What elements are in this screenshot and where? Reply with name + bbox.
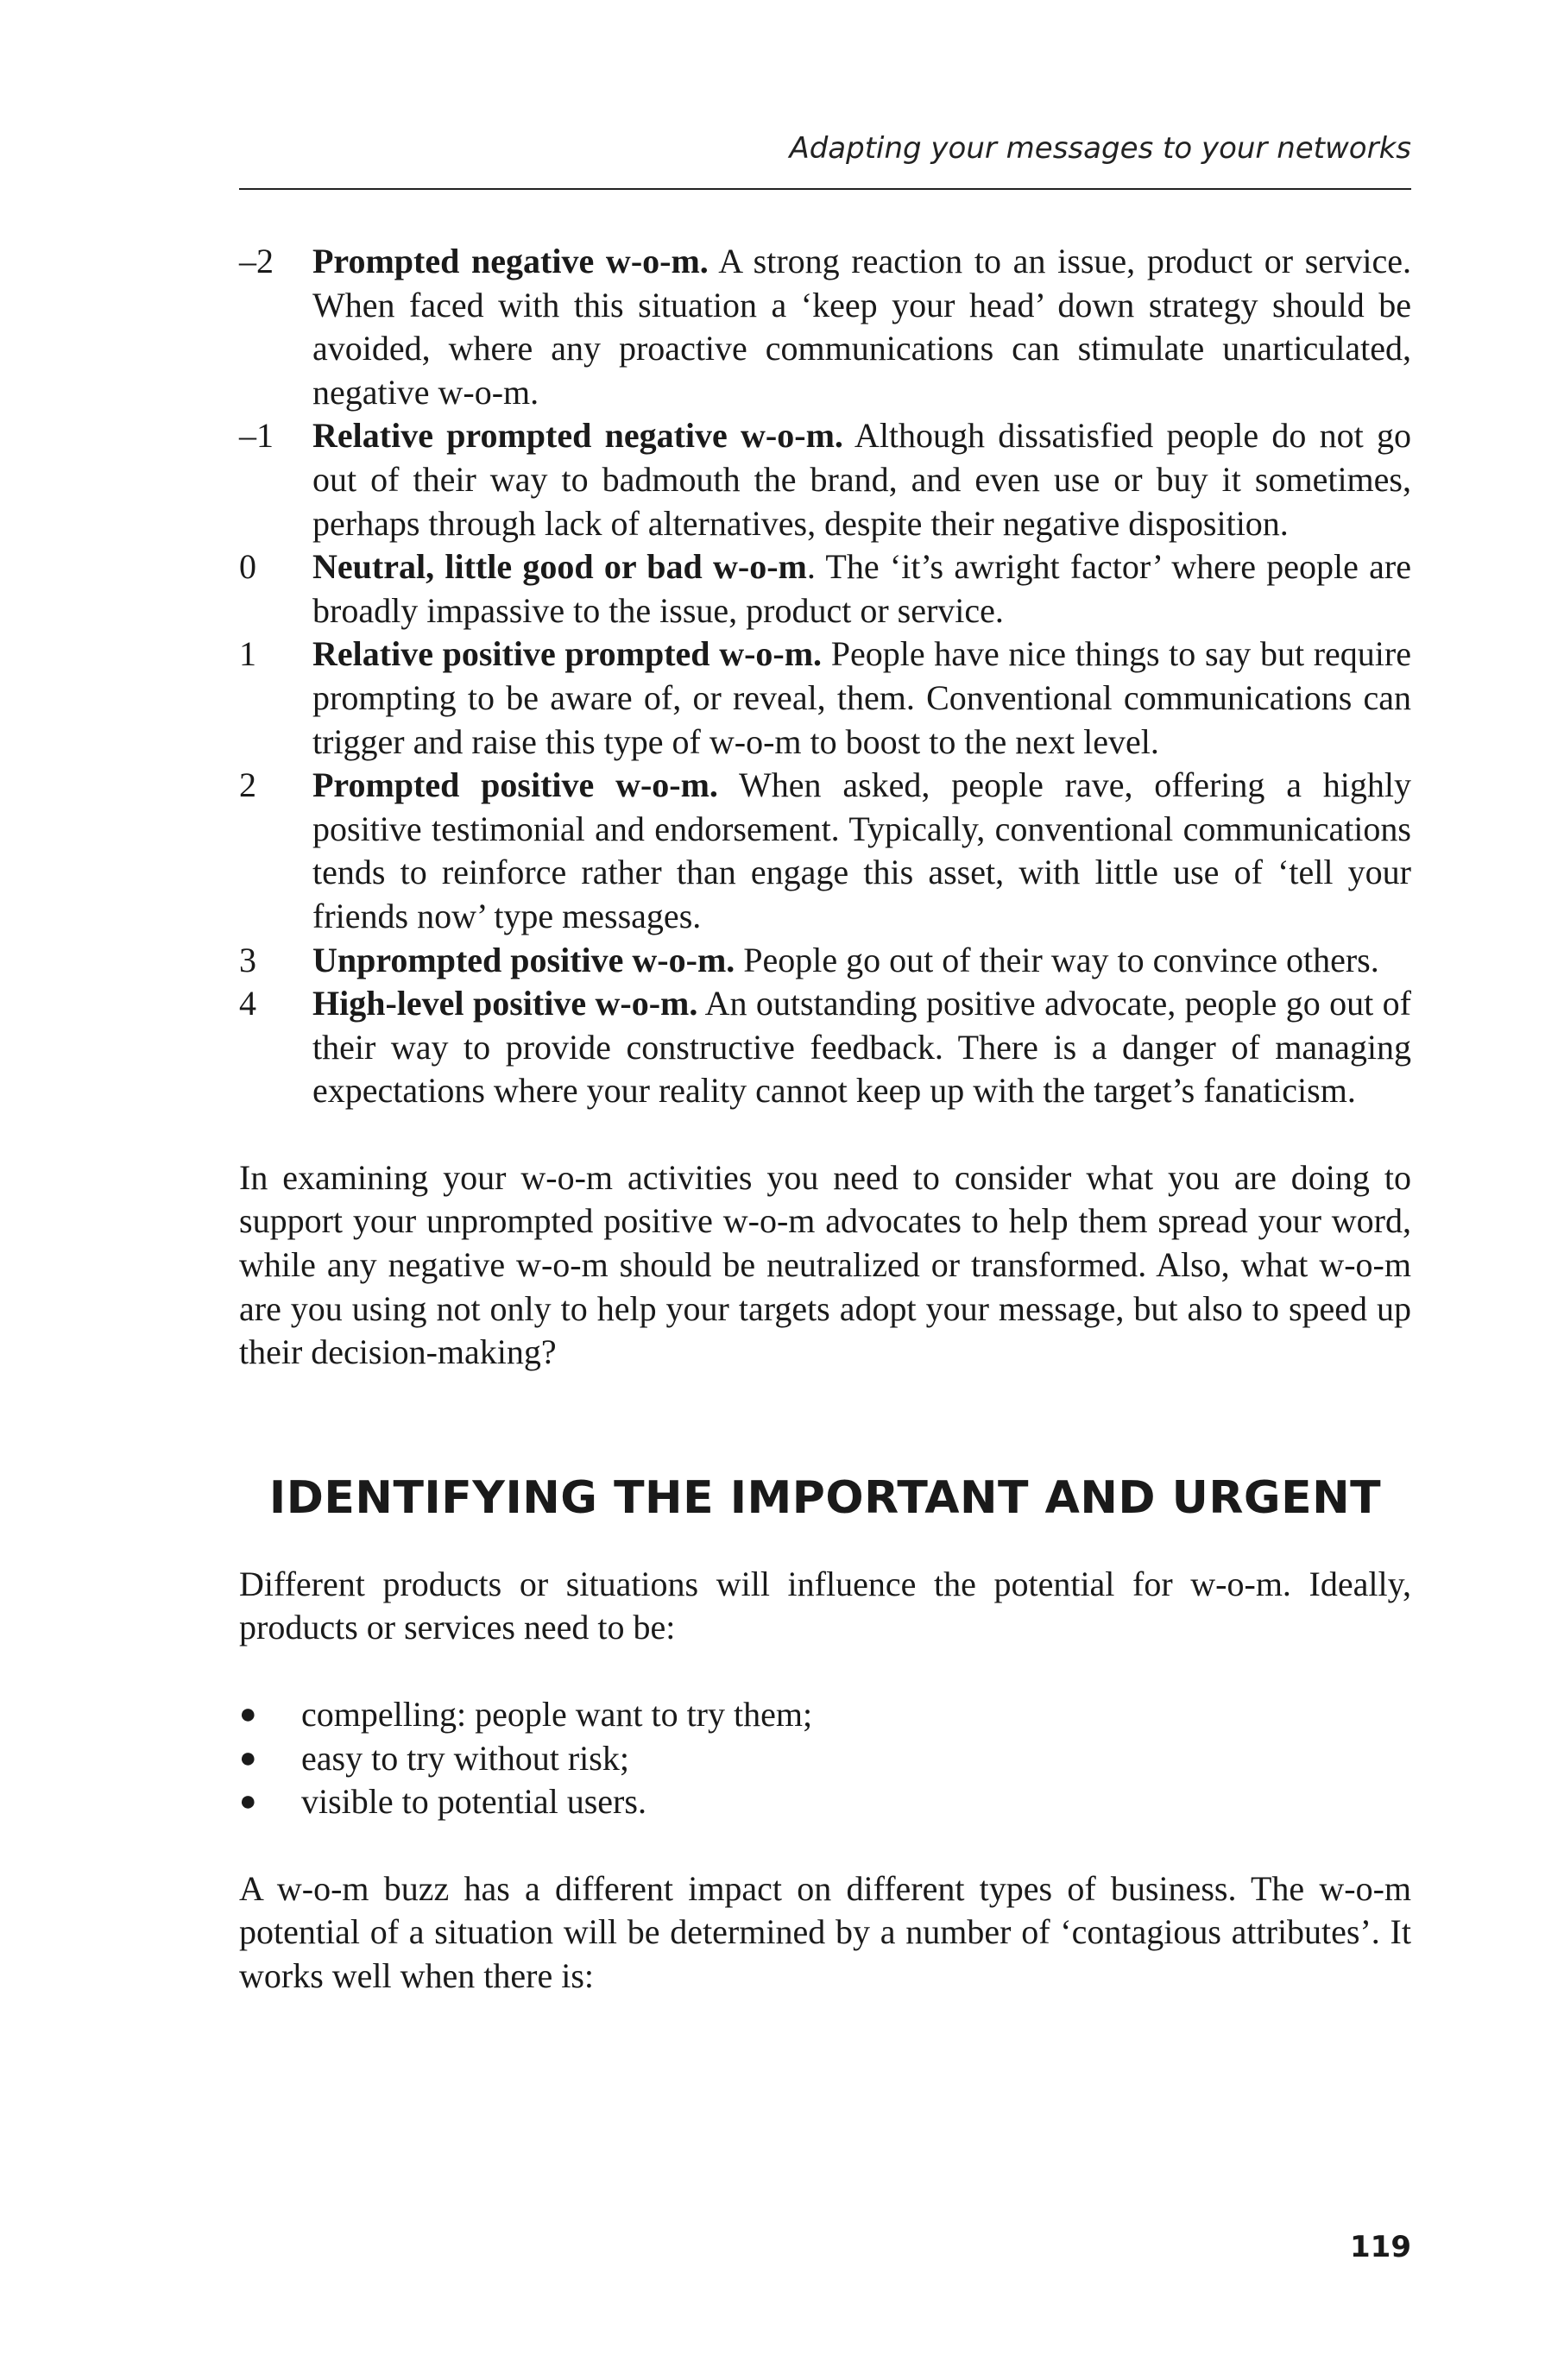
wom-scale-list [239,240,1411,1113]
scale-term: Relative prompted negative w-o-m. [312,416,843,456]
bullet-item [239,1693,1411,1737]
scale-number: 4 [239,984,256,1023]
scale-term: Unprompted positive w-o-m. [312,940,735,979]
examining-paragraph: In examining your w-o-m activities you need to consider what you are doing to support your unprompted positive w-o-m advocates to help them spread your word, while any negative w-o-m should be neutralized or transformed. Also, what w-o-m are you using not only to help your targets adopt your message, but also to speed up their decision-making? [239,1157,1411,1372]
bullet-item [239,1737,1411,1781]
scale-text: People go out of their way to convince others. [735,940,1379,979]
scale-number: 2 [239,765,256,805]
scale-text: An outstanding positive advocate, people go out of their way to provide constructive feedback. There is a danger of managing expectations where your reality cannot keep up with the target’s fanaticism. [312,984,1411,1111]
scale-description [312,545,1411,633]
requirements-bullet-list [239,1693,1411,1824]
scale-number: 1 [239,634,256,674]
scale-item [239,545,1411,633]
page-content [239,240,1411,1999]
scale-item [239,240,1411,414]
scale-description [312,414,1411,545]
bullet-text: compelling: people want to try them; [301,1695,813,1735]
scale-number: 0 [239,547,256,587]
scale-number: –2 [239,242,274,280]
scale-text: When asked, people rave, offering a highly positive testimonial and endorsement. Typically, conventional communications tends to reinforce rather than engage this asset, with little use of ‘tell your friends now’ type messages. [312,765,1411,935]
bullet-text: visible to potential users. [301,1782,646,1822]
scale-term: Neutral, little good or bad w-o-m [312,547,807,587]
scale-description [312,982,1411,1113]
scale-term: High-level positive w-o-m. [312,984,698,1023]
running-header: Adapting your messages to your networks [789,131,1411,166]
scale-term: Relative positive prompted w-o-m. [312,634,823,674]
scale-item [239,633,1411,764]
scale-description [312,764,1411,938]
scale-number: 3 [239,940,256,979]
bullet-icon: ● [239,1741,257,1774]
bullet-icon: ● [239,1698,257,1731]
scale-description [312,633,1411,764]
bullet-text: easy to try without risk; [301,1738,629,1778]
scale-description [312,939,1411,983]
closing-paragraph: A w-o-m buzz has a different impact on different types of business. The w-o-m potential of a situation will be determined by a number of ‘contagious attributes’. It works well when there is: [239,1868,1411,1995]
scale-text: . The ‘it’s awright factor’ where people are broadly impassive to the issue, product or service. [312,547,1411,630]
scale-text: A strong reaction to an issue, product or service. When faced with this situation a ‘keep your head’ down strategy should be avoided, where any proactive communications can stimulate unarticulated, negative w-o-m. [312,242,1412,412]
page-number: 119 [1350,2230,1411,2264]
bullet-item [239,1780,1411,1824]
bullet-icon: ● [239,1785,257,1818]
scale-text: Although dissatisfied people do not go out of their way to badmouth the brand, and even use or buy it sometimes, perhaps through lack of alternatives, despite their negative disposition. [312,416,1412,543]
scale-item [239,982,1411,1113]
scale-item [239,764,1411,938]
header-rule [239,188,1411,190]
scale-term: Prompted negative w-o-m. [312,242,709,280]
scale-number: –1 [239,416,274,456]
scale-term: Prompted positive w-o-m. [312,765,718,805]
scale-description [312,240,1411,414]
intro-paragraph: Different products or situations will influence the potential for w-o-m. Ideally, products or services need to be: [239,1564,1411,1647]
scale-item [239,939,1411,983]
section-heading: IDENTIFYING THE IMPORTANT AND URGENT [268,1471,1382,1524]
scale-item [239,414,1411,545]
scale-text: People have nice things to say but require prompting to be aware of, or reveal, them. Conventional communications can trigger and raise this type of w-o-m to boost to the next level. [312,634,1411,761]
